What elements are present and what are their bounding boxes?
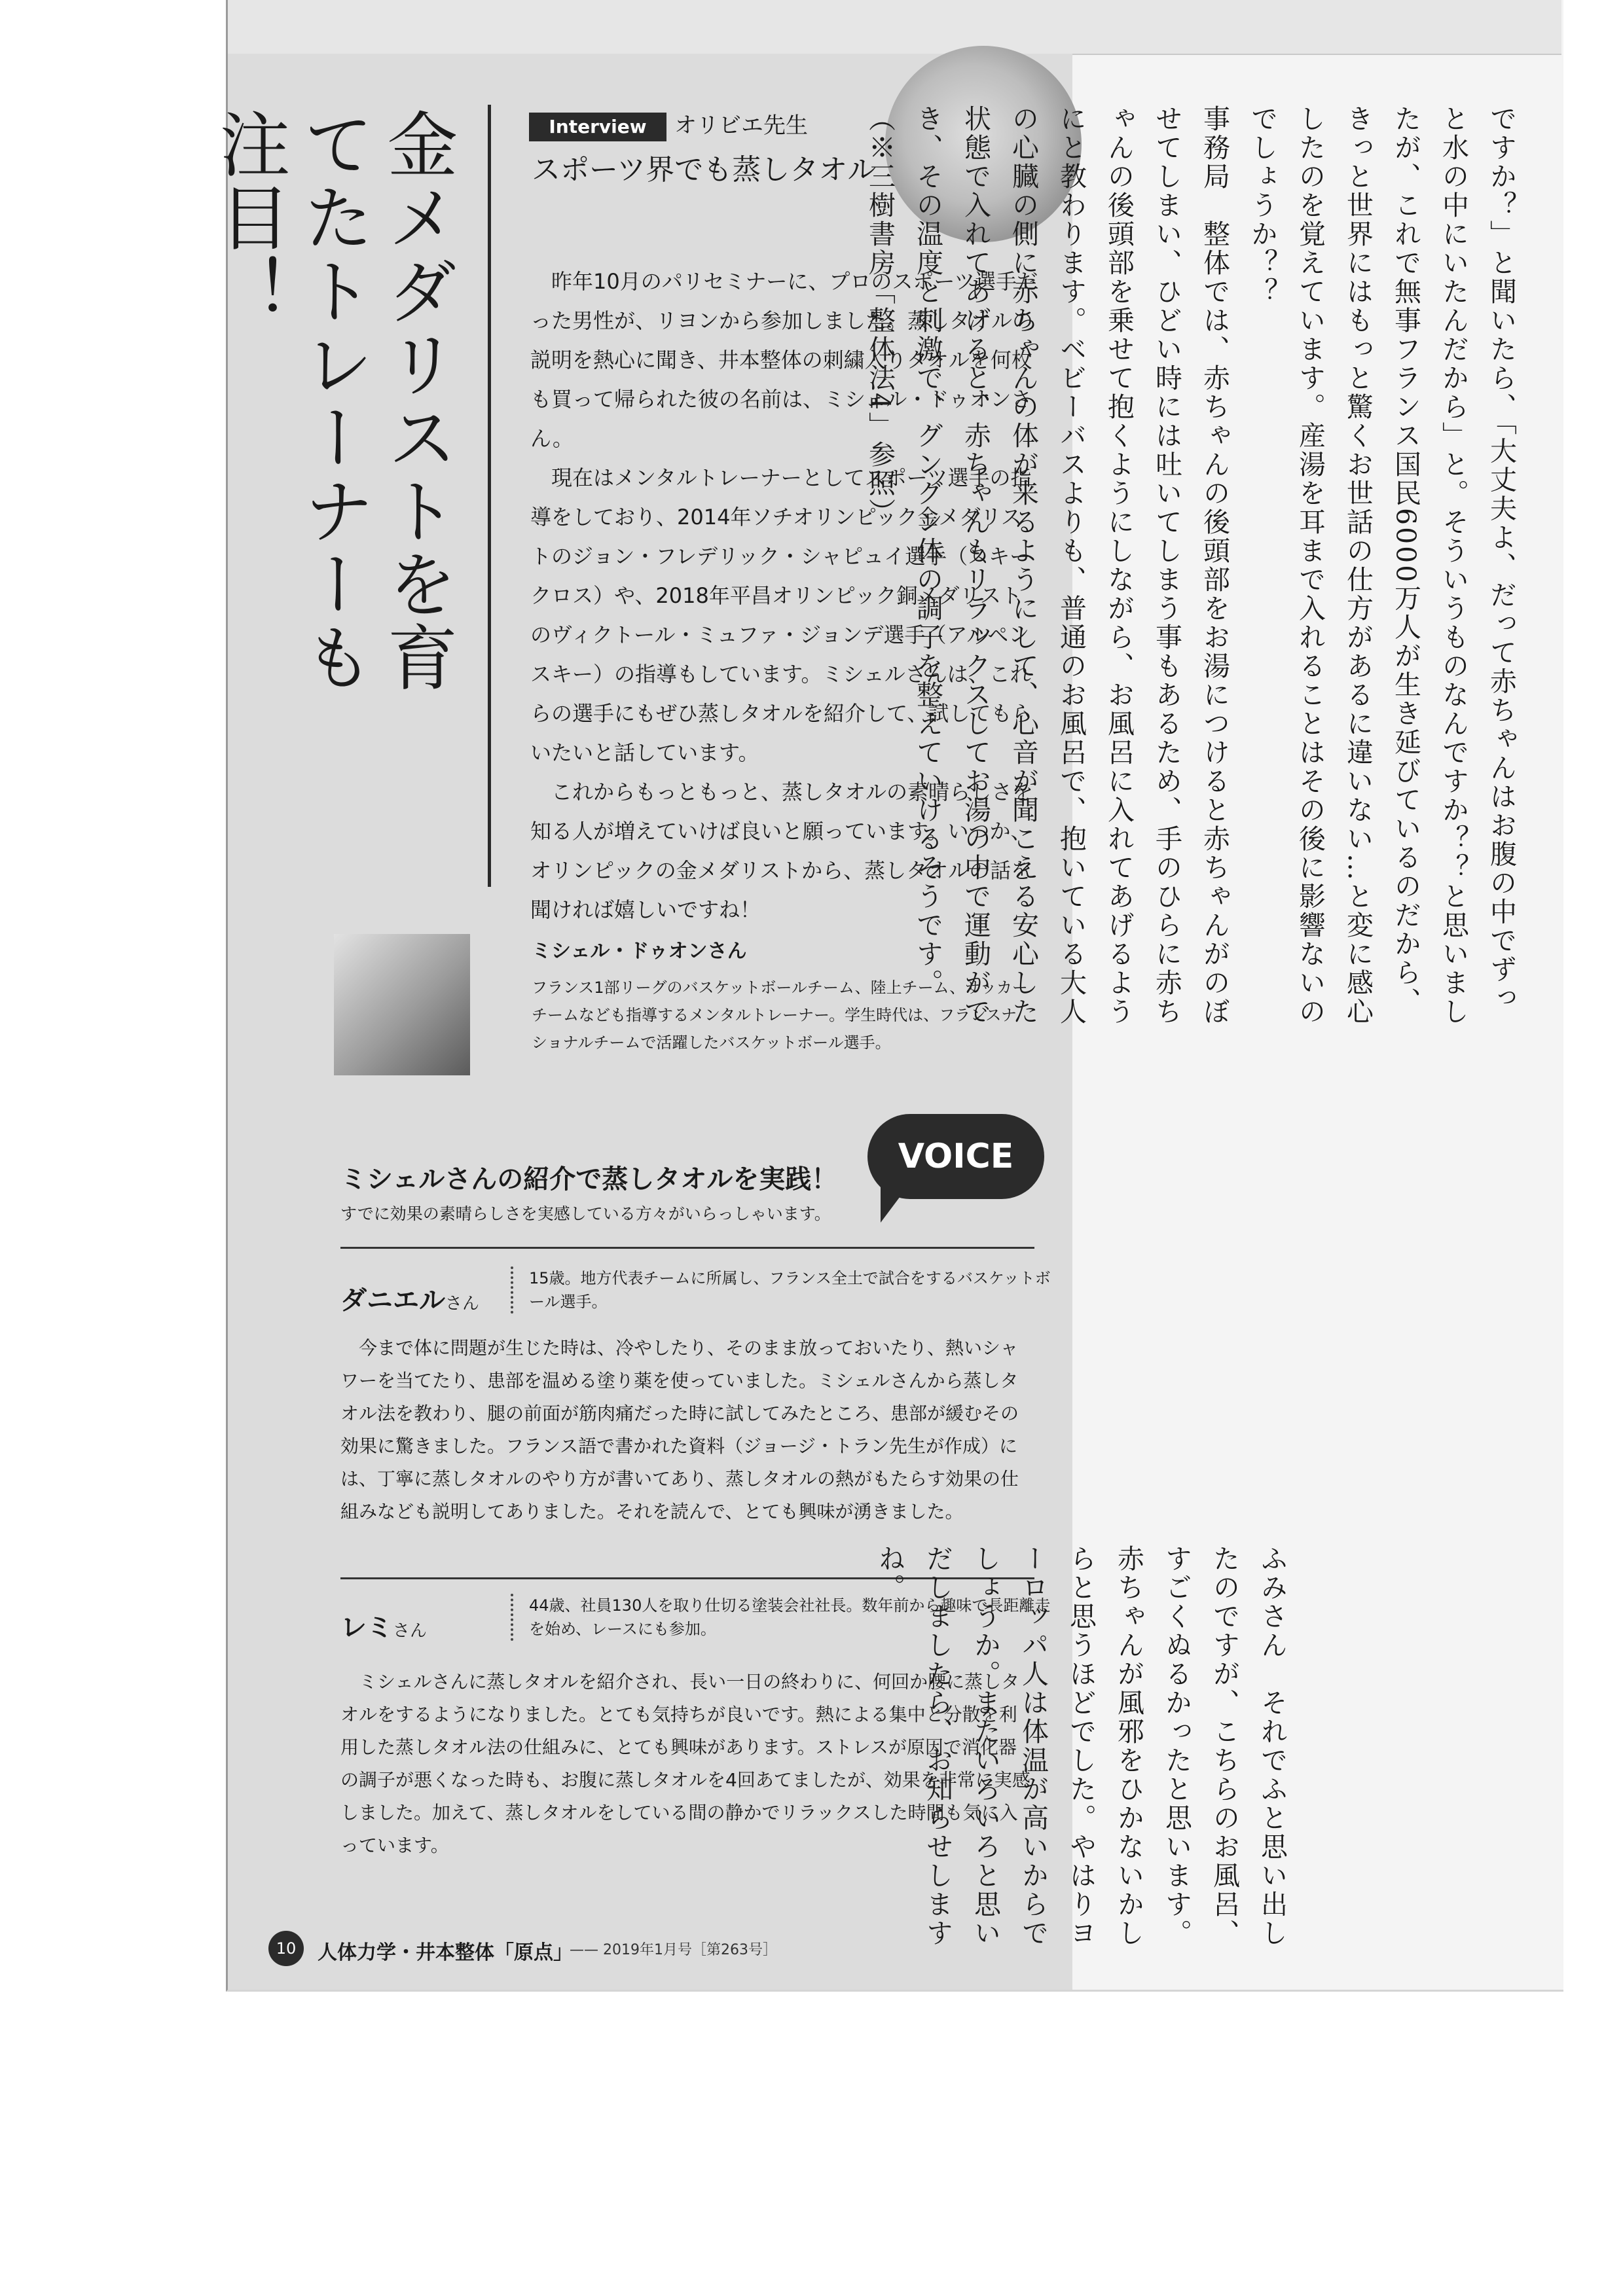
voice-subtitle: すでに効果の素晴らしさを実感している方々がいらっしゃいます。 xyxy=(340,1204,831,1223)
voice-title: ミシェルさんの紹介で蒸しタオルを実践！ xyxy=(340,1164,838,1194)
divider-1 xyxy=(340,1247,1034,1249)
page-number: 10 xyxy=(268,1931,304,1966)
right-column-block-1 xyxy=(864,105,1525,1034)
article-subhead: スポーツ界でも蒸しタオル xyxy=(532,153,877,187)
issue-info: —— 2019年1月号［第263号］ xyxy=(570,1942,777,1958)
testimonial-2-description: 44歳、社員130人を取り仕切る塗装会社社長。数年前から趣味で長距離走を始め、レースにも参加。 xyxy=(511,1594,1053,1641)
right-column-block-2 xyxy=(874,1545,1296,1970)
profile-name: ミシェル・ドゥオンさん xyxy=(532,940,747,963)
testimonial-1-name: ダニエルさん xyxy=(340,1285,480,1316)
michel-photo xyxy=(334,934,470,1075)
voice-bubble-tail xyxy=(881,1183,910,1223)
right-column-paragraph-3: ふみさん それでふと思い出したのですが、こちらのお風呂、すごくぬるかったと思います。赤ちゃんが風邪をひかないかしらと思うほどでした。やはりヨーロッパ人は体温が高いからでしょうか。またいろいろと思いだしましたら、お知らせしますね。 xyxy=(874,1545,1288,1948)
testimonial-2-name: レミさん xyxy=(340,1613,428,1643)
voice-bubble: VOICE xyxy=(867,1114,1044,1199)
top-strip xyxy=(228,0,1561,55)
article-paragraph-1: 昨年10月のパリセミナーに、プロのスポーツ選手だった男性が、リヨンから参加しました。蒸しタオルの説明を熱心に聞き、井本整体の刺繍入りタオルを何枚も買って帰られた彼の名前は、ミシェル・ドゥオンさん。 xyxy=(530,269,1038,451)
article-headline: 金メダリストを育てたトレーナーも注目！ xyxy=(208,108,457,694)
publication-name: 人体力学・井本整体「原点」 xyxy=(318,1941,573,1964)
article-paragraph-3: これからもっともっと、蒸しタオルの素晴らしさを知る人が増えていけば良いと願っています。いつか、オリンピックの金メダリストから、蒸しタオルの話を聞ければ嬉しいですね！ xyxy=(530,780,1034,922)
testimonial-1-body: 今まで体に問題が生じた時は、冷やしたり、そのまま放っておいたり、熱いシャワーを当てたり、患部を温める塗り薬を使っていました。ミシェルさんから蒸しタオル法を教わり、腿の前面が筋肉痛だった時に試してみたところ、患部が緩むその効果に驚きました。フランス語で書かれた資料（ジョージ・トラン先生が作成）には、丁寧に蒸しタオルのやり方が書いてあり、蒸しタオルの熱がもたらす効果の仕組みなども説明してありました。それを読んで、とても興味が湧きました。 xyxy=(340,1337,1019,1522)
interview-badge: Interview xyxy=(529,113,666,141)
testimonial-2-body: ミシェルさんに蒸しタオルを紹介され、長い一日の終わりに、何回か腰に蒸しタオルをするようになりました。とても気持ちが良いです。熱による集中と分散を利用した蒸しタオル法の仕組みに、とても興味があります。ストレスが原因で消化器の調子が悪くなった時も、お腹に蒸しタオルを4回あてましたが、効果を非常に実感しました。加えて、蒸しタオルをしている間の静かでリラックスした時間も気に入っています。 xyxy=(340,1671,1030,1856)
right-column-paragraph-1: ですか？」と聞いたら、「大丈夫よ、だって赤ちゃんはお腹の中でずっと水の中にいたんだから」と。そういうものなんですか？？と思いましたが、これで無事フランス国民6000万人が生き延びているのだから、きっと世界にはもっと驚くお世話の仕方があるに違いない…と変に感心したのを覚えています。産湯を耳まで入れることはその後に影響ないのでしょうか？？ xyxy=(1247,105,1517,1026)
article-paragraph-2: 現在はメンタルトレーナーとしてスポーツ選手の指導をしており、2014年ソチオリンピック金メダリストのジョン・フレデリック・シャピュイ選手（スキークロス）や、2018年平昌オリンピック銅メダリストのヴィクトール・ミュファ・ジョンデ選手（アルペンスキー）の指導もしています。ミシェルさんは、これらの選手にもぜひ蒸しタオルを紹介して、試してもらいたいと話しています。 xyxy=(530,465,1033,765)
right-column-paragraph-2: 事務局 整体では、赤ちゃんの後頭部をお湯につけると赤ちゃんがのぼせてしまい、ひどい時には吐いてしまう事もあるため、手のひらに赤ちゃんの後頭部を乗せて抱くようにしながら、お風呂に入れてあげるようにと教わります。ベビーバスよりも、普通のお風呂で、抱いている大人の心臓の側に赤ちゃんの体が来るようにして、心音が聞こえる安心した状態で入れてあげると、赤ちゃんもリラックスしてお湯の中で運動ができ、その温度と刺激で、グングン体の調子を整えていけるそうです。（※三樹書房「整体法4」参照） xyxy=(864,105,1230,1026)
testimonial-1-description: 15歳。地方代表チームに所属し、フランス全土で試合をするバスケットボール選手。 xyxy=(511,1266,1053,1314)
headline-rule xyxy=(488,105,491,887)
profile-description: フランス1部リーグのバスケットボールチーム、陸上チーム、サッカーチームなども指導するメンタルトレーナー。学生時代は、フランスナショナルチームで活躍したバスケットボール選手。 xyxy=(532,978,1028,1052)
teacher-name: オリビエ先生 xyxy=(674,113,808,139)
